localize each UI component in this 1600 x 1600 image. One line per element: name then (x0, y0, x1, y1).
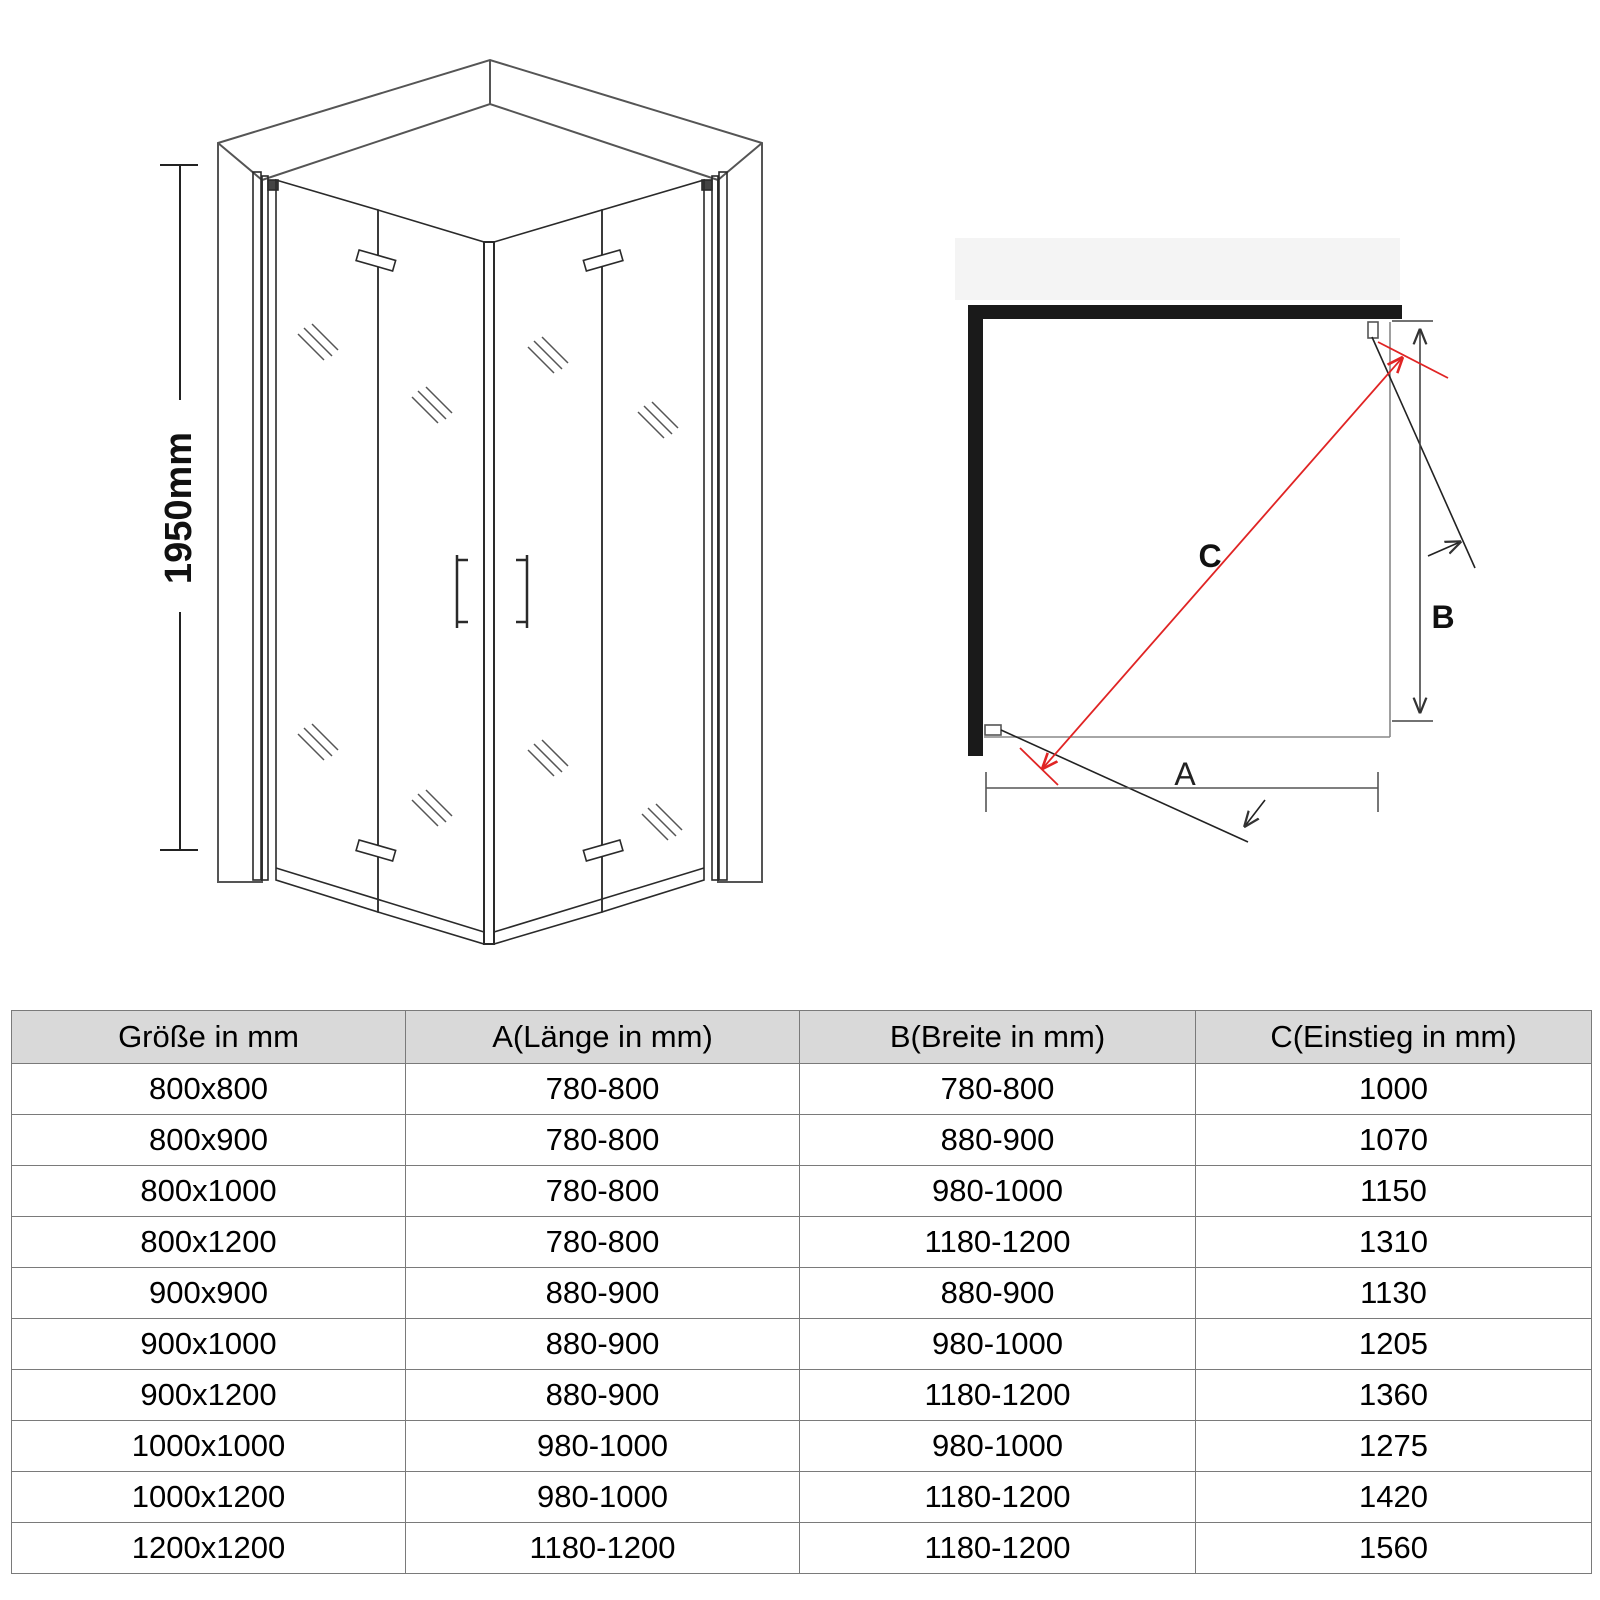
ceiling-shade (955, 238, 1400, 300)
cell-b: 1180-1200 (800, 1370, 1196, 1421)
cell-b: 1180-1200 (800, 1523, 1196, 1574)
right-door (494, 180, 704, 944)
door-handle-left (457, 555, 468, 628)
header-c-entry: C(Einstieg in mm) (1196, 1011, 1592, 1064)
table-row (12, 1064, 1592, 1115)
wall-outline (218, 60, 762, 882)
table-header-row (12, 1011, 1592, 1064)
dimension-b (1392, 321, 1433, 721)
corner-post (484, 242, 494, 944)
left-door (276, 180, 484, 944)
table-row (12, 1268, 1592, 1319)
dimension-table (11, 1010, 1592, 1574)
cell-size: 1200x1200 (12, 1523, 406, 1574)
cell-c: 1275 (1196, 1421, 1592, 1472)
wall-back (968, 305, 1402, 319)
glass-reflection-marks (298, 324, 682, 840)
cell-a: 880-900 (406, 1268, 800, 1319)
label-a: A (1174, 756, 1196, 792)
cell-c: 1070 (1196, 1115, 1592, 1166)
cell-size: 800x900 (12, 1115, 406, 1166)
door-swing-lines (1001, 337, 1475, 842)
table-row (12, 1421, 1592, 1472)
table-row (12, 1472, 1592, 1523)
wall-profile-right (702, 172, 727, 880)
cell-a: 780-800 (406, 1115, 800, 1166)
table-row (12, 1166, 1592, 1217)
wall-profile-left (253, 172, 278, 880)
cell-size: 1000x1000 (12, 1421, 406, 1472)
label-c: C (1198, 538, 1222, 574)
door-handle-right (516, 555, 527, 628)
cell-size: 800x800 (12, 1064, 406, 1115)
table-row (12, 1115, 1592, 1166)
cell-b: 980-1000 (800, 1421, 1196, 1472)
hinge-icon (356, 250, 623, 861)
cell-b: 880-900 (800, 1268, 1196, 1319)
table-row (12, 1217, 1592, 1268)
cell-a: 780-800 (406, 1217, 800, 1268)
cell-c: 1000 (1196, 1064, 1592, 1115)
cell-a: 880-900 (406, 1319, 800, 1370)
cell-a: 880-900 (406, 1370, 800, 1421)
cell-size: 1000x1200 (12, 1472, 406, 1523)
cell-b: 780-800 (800, 1064, 1196, 1115)
table-row (12, 1370, 1592, 1421)
cell-size: 900x900 (12, 1268, 406, 1319)
cell-b: 980-1000 (800, 1166, 1196, 1217)
cell-b: 1180-1200 (800, 1217, 1196, 1268)
cell-c: 1360 (1196, 1370, 1592, 1421)
cell-c: 1205 (1196, 1319, 1592, 1370)
cell-b: 1180-1200 (800, 1472, 1196, 1523)
cell-b: 880-900 (800, 1115, 1196, 1166)
top-view-plan (955, 238, 1475, 842)
cell-c: 1150 (1196, 1166, 1592, 1217)
cell-size: 800x1200 (12, 1217, 406, 1268)
label-b: B (1431, 599, 1455, 635)
wall-left (968, 305, 983, 756)
cell-a: 1180-1200 (406, 1523, 800, 1574)
cell-a: 980-1000 (406, 1472, 800, 1523)
table-row (12, 1319, 1592, 1370)
cell-c: 1560 (1196, 1523, 1592, 1574)
cell-c: 1130 (1196, 1268, 1592, 1319)
cell-c: 1310 (1196, 1217, 1592, 1268)
header-a-length: A(Länge in mm) (406, 1011, 800, 1064)
shower-enclosure-3d (218, 60, 762, 944)
header-b-width: B(Breite in mm) (800, 1011, 1196, 1064)
cell-a: 780-800 (406, 1166, 800, 1217)
glass-panels (984, 322, 1390, 737)
cell-size: 900x1000 (12, 1319, 406, 1370)
cell-a: 980-1000 (406, 1421, 800, 1472)
dimension-c (1020, 342, 1448, 785)
table-row (12, 1523, 1592, 1574)
height-label: 1950mm (158, 431, 200, 585)
header-size: Größe in mm (12, 1011, 406, 1064)
cell-b: 980-1000 (800, 1319, 1196, 1370)
cell-a: 780-800 (406, 1064, 800, 1115)
cell-size: 900x1200 (12, 1370, 406, 1421)
cell-c: 1420 (1196, 1472, 1592, 1523)
cell-size: 800x1000 (12, 1166, 406, 1217)
